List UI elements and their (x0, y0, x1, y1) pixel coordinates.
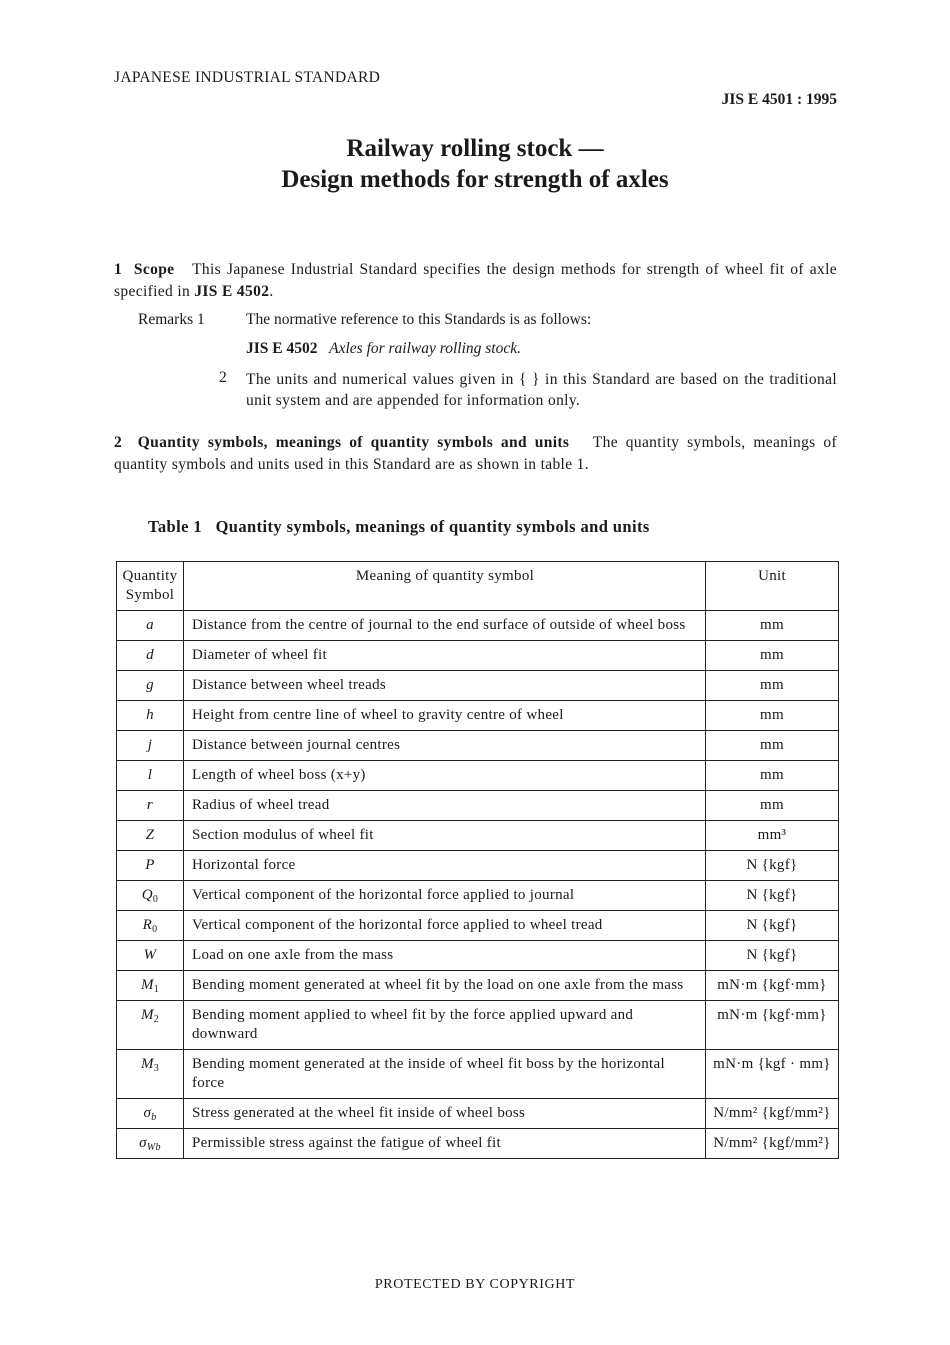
symbol-main: j (147, 737, 153, 753)
row-unit: mm (706, 761, 839, 791)
table-header-row (117, 562, 839, 611)
row-symbol (117, 851, 184, 881)
table-row (117, 971, 839, 1001)
symbol-main: h (146, 707, 154, 723)
row-meaning: Section modulus of wheel fit (184, 821, 706, 851)
row-meaning: Stress generated at the wheel fit inside of wheel boss (184, 1099, 706, 1129)
page-title (0, 133, 950, 195)
symbol-main: g (146, 677, 154, 693)
reference-code: JIS E 4502 (246, 340, 318, 357)
row-meaning: Load on one axle from the mass (184, 941, 706, 971)
row-unit: N/mm² {kgf/mm²} (706, 1129, 839, 1159)
symbol-main: a (146, 617, 154, 633)
row-symbol (117, 1001, 184, 1050)
row-meaning: Bending moment applied to wheel fit by the force applied upward and downward (184, 1001, 706, 1050)
table-row (117, 701, 839, 731)
row-unit: mm (706, 701, 839, 731)
table-row (117, 851, 839, 881)
row-symbol (117, 611, 184, 641)
header-meaning: Meaning of quantity symbol (184, 562, 706, 611)
section-text: This Japanese Industrial Standard specifies the design methods for strength of wheel fit of axle specified in (114, 261, 838, 300)
row-meaning: Bending moment generated at the inside of wheel fit boss by the horizontal force (184, 1050, 706, 1099)
table-row (117, 761, 839, 791)
row-unit: N {kgf} (706, 911, 839, 941)
row-symbol (117, 1050, 184, 1099)
section-text: The quantity symbols, meanings of quantity symbols and units used in this Standard are as shown in table 1. (114, 434, 837, 473)
section-2-quantity-symbols (114, 432, 837, 476)
symbol-main: σ (139, 1135, 147, 1151)
row-symbol (117, 641, 184, 671)
row-symbol (117, 1129, 184, 1159)
row-symbol (117, 791, 184, 821)
punctuation: . (269, 283, 274, 300)
row-unit: mm (706, 611, 839, 641)
row-meaning: Length of wheel boss (x+y) (184, 761, 706, 791)
reference-title: Axles for railway rolling stock. (329, 340, 521, 357)
symbol-main: M (140, 977, 154, 993)
table-row (117, 881, 839, 911)
table-row (117, 821, 839, 851)
symbol-main: M (140, 1007, 154, 1023)
symbol-main: R (142, 917, 153, 933)
header-unit: Unit (706, 562, 839, 611)
row-meaning: Height from centre line of wheel to gravity centre of wheel (184, 701, 706, 731)
symbol-main: r (146, 797, 154, 813)
row-unit: mm (706, 671, 839, 701)
symbol-main: d (146, 647, 154, 663)
row-symbol (117, 821, 184, 851)
table-caption-label: Table 1 (148, 517, 202, 536)
symbol-main: l (147, 767, 153, 783)
row-meaning: Horizontal force (184, 851, 706, 881)
symbol-subscript: b (151, 1112, 157, 1123)
row-meaning: Vertical component of the horizontal force applied to journal (184, 881, 706, 911)
symbol-subscript: 3 (153, 1063, 160, 1074)
document-header-left: JAPANESE INDUSTRIAL STANDARD (114, 69, 381, 86)
row-meaning: Distance between journal centres (184, 731, 706, 761)
header-symbol-line-1: Quantity (122, 568, 178, 584)
row-unit: N {kgf} (706, 941, 839, 971)
remarks-label: Remarks 1 (138, 311, 205, 328)
row-symbol (117, 671, 184, 701)
row-meaning: Bending moment generated at wheel fit by the load on one axle from the mass (184, 971, 706, 1001)
table-row (117, 641, 839, 671)
remark-1-text: The normative reference to this Standards is as follows: (246, 311, 592, 328)
symbol-main: W (143, 947, 157, 963)
row-symbol (117, 761, 184, 791)
row-unit: N {kgf} (706, 881, 839, 911)
reference-code: JIS E 4502 (194, 283, 270, 300)
symbol-main: P (145, 857, 155, 873)
row-unit: N/mm² {kgf/mm²} (706, 1099, 839, 1129)
symbol-subscript: 1 (153, 984, 160, 995)
row-symbol (117, 1099, 184, 1129)
section-heading: Quantity symbols, meanings of quantity symbols and units (137, 434, 570, 451)
row-unit: mm (706, 731, 839, 761)
row-symbol (117, 971, 184, 1001)
row-symbol (117, 911, 184, 941)
symbol-main: Z (145, 827, 155, 843)
table-row (117, 941, 839, 971)
table-row (117, 791, 839, 821)
table-row (117, 671, 839, 701)
table-row (117, 1099, 839, 1129)
section-1-scope (114, 259, 837, 303)
row-symbol (117, 701, 184, 731)
row-unit: mm³ (706, 821, 839, 851)
row-unit: mN·m {kgf · mm} (706, 1050, 839, 1099)
row-unit: mm (706, 791, 839, 821)
row-meaning: Radius of wheel tread (184, 791, 706, 821)
section-number: 1 (114, 261, 123, 278)
row-unit: N {kgf} (706, 851, 839, 881)
table-caption-title: Quantity symbols, meanings of quantity symbols and units (215, 517, 650, 536)
row-symbol (117, 881, 184, 911)
symbol-main: Q (141, 887, 153, 903)
row-symbol (117, 731, 184, 761)
row-meaning: Diameter of wheel fit (184, 641, 706, 671)
symbol-subscript: 0 (152, 894, 159, 905)
table-row (117, 1001, 839, 1050)
row-meaning: Distance from the centre of journal to the end surface of outside of wheel boss (184, 611, 706, 641)
table-row (117, 611, 839, 641)
header-symbol (117, 562, 184, 611)
table-caption (148, 517, 650, 537)
header-symbol-line-2: Symbol (125, 587, 175, 603)
row-meaning: Vertical component of the horizontal force applied to wheel tread (184, 911, 706, 941)
row-unit: mN·m {kgf·mm} (706, 1001, 839, 1050)
remark-1-reference (246, 340, 521, 358)
symbol-main: σ (143, 1105, 152, 1121)
symbol-subscript: 0 (152, 924, 158, 935)
remark-2-text: The units and numerical values given in { } in this Standard are based on the traditional unit system and are appended for information only. (246, 371, 837, 409)
table-row (117, 911, 839, 941)
quantity-symbols-table (116, 561, 839, 1159)
symbol-subscript: 2 (153, 1014, 160, 1025)
section-heading: Scope (133, 261, 175, 278)
section-number: 2 (114, 434, 123, 451)
standard-number: JIS E 4501 : 1995 (721, 91, 837, 108)
symbol-subscript: Wb (146, 1142, 161, 1153)
table-row (117, 1050, 839, 1099)
table-row (117, 1129, 839, 1159)
row-unit: mm (706, 641, 839, 671)
title-line-2: Design methods for strength of axles (281, 166, 669, 193)
remark-2-number: 2 (219, 369, 227, 386)
table-row (117, 731, 839, 761)
row-meaning: Permissible stress against the fatigue of wheel fit (184, 1129, 706, 1159)
row-meaning: Distance between wheel treads (184, 671, 706, 701)
title-line-1: Railway rolling stock — (346, 135, 604, 162)
row-symbol (117, 941, 184, 971)
symbol-main: M (140, 1056, 154, 1072)
copyright-footer: PROTECTED BY COPYRIGHT (374, 1277, 576, 1292)
row-unit: mN·m {kgf·mm} (706, 971, 839, 1001)
